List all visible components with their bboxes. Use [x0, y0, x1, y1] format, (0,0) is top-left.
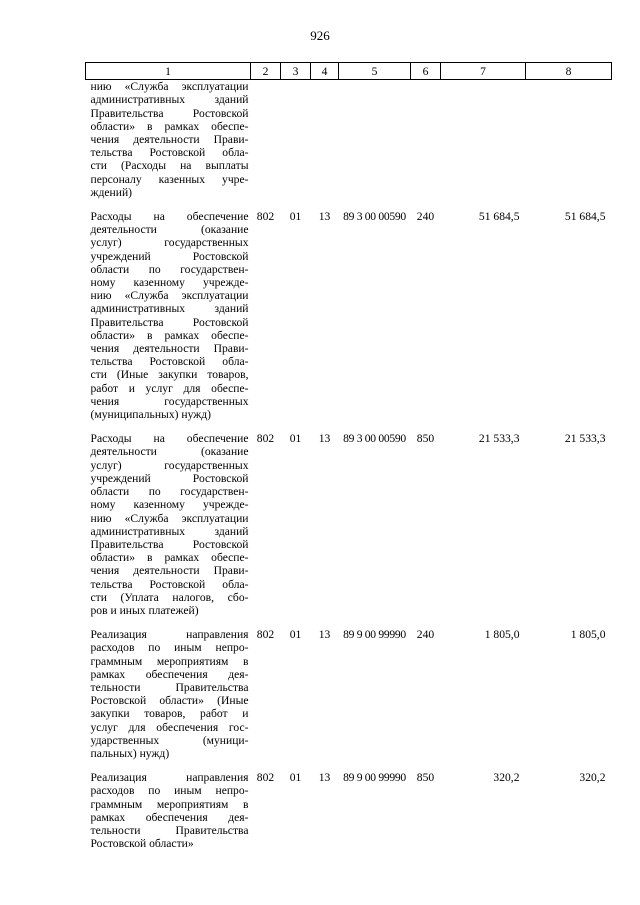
subsection-code-cell: 13 — [318, 771, 331, 785]
section-code-cell: 01 — [289, 628, 302, 642]
expense-type-cell: 850 — [416, 771, 435, 785]
row-description — [86, 80, 251, 199]
header-cell-2: 2 — [251, 63, 281, 80]
budget-table — [85, 62, 612, 850]
header-cell-8: 8 — [526, 63, 612, 80]
description-line: области по государствен- — [90, 485, 249, 499]
description-line: деятельности (оказание — [90, 445, 249, 459]
description-line: (муниципальных) нужд) — [90, 408, 212, 422]
table-row — [86, 80, 612, 199]
description-line: Реализация направления — [90, 628, 249, 642]
amount-cell: 1 805,0 — [484, 628, 520, 642]
ministry-code-cell: 802 — [256, 210, 275, 224]
description-line: административных зданий — [90, 302, 249, 316]
description-line: области» в рамках обеспе- — [90, 328, 249, 342]
header-cell-1: 1 — [86, 63, 251, 80]
description-line: тельности Правительства — [90, 680, 249, 694]
description-line: ному казенному учрежде- — [90, 276, 249, 290]
description-line: тельности Правительства — [90, 823, 249, 837]
description-line: области по государствен- — [90, 262, 249, 276]
amount-cell — [441, 80, 526, 199]
header-cell-5: 5 — [339, 63, 411, 80]
header-cell-4: 4 — [311, 63, 339, 80]
expense-type-cell: 240 — [416, 628, 435, 642]
description-line: рамках обеспечения дея- — [90, 810, 249, 824]
description-line: тельства Ростовской обла- — [90, 577, 249, 591]
description-line: области» в рамках обеспе- — [90, 119, 249, 133]
row-description — [86, 760, 251, 850]
table-row — [86, 617, 612, 760]
description-line: чения деятельности Прави- — [90, 342, 249, 356]
description-line: административных зданий — [90, 524, 249, 538]
subsection-code-cell — [311, 80, 339, 199]
description-line: ударственных (муници- — [90, 733, 249, 747]
target-article-cell: 89 9 00 99990 — [343, 628, 406, 642]
expense-type-cell — [411, 80, 441, 199]
ministry-code-cell: 802 — [256, 628, 275, 642]
amount-cell: 21 533,3 — [564, 432, 606, 446]
description-line: Правительства Ростовской — [90, 537, 249, 551]
description-line: нию «Служба эксплуатации — [90, 80, 249, 94]
description-line: нию «Служба эксплуатации — [90, 289, 249, 303]
subsection-code-cell: 13 — [318, 628, 331, 642]
row-description — [86, 617, 251, 760]
description-line: административных зданий — [90, 93, 249, 107]
target-article-cell: 89 3 00 00590 — [343, 210, 406, 224]
description-line: Ростовской области» (Иные — [90, 694, 249, 708]
amount-cell: 320,2 — [579, 771, 606, 785]
section-code-cell — [281, 80, 311, 199]
row-description — [86, 199, 251, 421]
description-line: чения деятельности Прави- — [90, 133, 249, 147]
description-line: ному казенному учрежде- — [90, 498, 249, 512]
table-row — [86, 199, 612, 421]
description-line: услуг) государственных — [90, 458, 249, 472]
ministry-code-cell — [251, 80, 281, 199]
description-line: чения деятельности Прави- — [90, 564, 249, 578]
description-line: граммным мероприятиям в — [90, 797, 249, 811]
description-line: нию «Служба эксплуатации — [90, 511, 249, 525]
description-line: ждений) — [90, 185, 133, 199]
table-row — [86, 421, 612, 617]
amount-cell: 51 684,5 — [564, 210, 606, 224]
ministry-code-cell: 802 — [256, 771, 275, 785]
description-line: учреждений Ростовской — [90, 249, 249, 263]
description-line: граммным мероприятиям в — [90, 654, 249, 668]
header-cell-6: 6 — [411, 63, 441, 80]
table-row — [86, 760, 612, 850]
description-line: работ и услуг для обеспе- — [90, 381, 249, 395]
subsection-code-cell: 13 — [318, 210, 331, 224]
target-article-cell: 89 9 00 99990 — [343, 771, 406, 785]
description-line: расходов по иным непро- — [90, 641, 249, 655]
description-line: рамках обеспечения дея- — [90, 667, 249, 681]
description-line: Ростовской области» — [90, 837, 194, 851]
description-line: тельства Ростовской обла- — [90, 146, 249, 160]
header-cell-3: 3 — [281, 63, 311, 80]
amount-cell: 21 533,3 — [478, 432, 520, 446]
ministry-code-cell: 802 — [256, 432, 275, 446]
description-line: услуг для обеспечения гос- — [90, 720, 249, 734]
description-line: пальных) нужд) — [90, 746, 170, 760]
description-line: тельства Ростовской обла- — [90, 355, 249, 369]
description-line: Реализация направления — [90, 771, 249, 785]
target-article-cell — [339, 80, 411, 199]
row-description — [86, 421, 251, 617]
description-line: услуг) государственных — [90, 236, 249, 250]
amount-cell: 51 684,5 — [478, 210, 520, 224]
description-line: сти (Уплата налогов, сбо- — [90, 590, 249, 604]
page-number: 926 — [310, 28, 330, 43]
description-line: Расходы на обеспечение — [90, 432, 249, 446]
description-line: Правительства Ростовской — [90, 106, 249, 120]
section-code-cell: 01 — [289, 210, 302, 224]
amount-cell — [526, 80, 612, 199]
description-line: расходов по иным непро- — [90, 784, 249, 798]
subsection-code-cell: 13 — [318, 432, 331, 446]
table-header-row — [86, 63, 612, 80]
description-line: сти (Иные закупки товаров, — [90, 368, 249, 382]
description-line: Расходы на обеспечение — [90, 210, 249, 224]
header-cell-7: 7 — [441, 63, 526, 80]
description-line: сти (Расходы на выплаты — [90, 159, 249, 173]
description-line: ров и иных платежей) — [90, 603, 199, 617]
description-line: чения государственных — [90, 394, 249, 408]
description-line: учреждений Ростовской — [90, 471, 249, 485]
description-line: закупки товаров, работ и — [90, 707, 249, 721]
description-line: Правительства Ростовской — [90, 315, 249, 329]
table-body — [86, 80, 612, 851]
expense-type-cell: 850 — [416, 432, 435, 446]
amount-cell: 320,2 — [493, 771, 520, 785]
section-code-cell: 01 — [289, 432, 302, 446]
description-line: области» в рамках обеспе- — [90, 551, 249, 565]
description-line: персоналу казенных учре- — [90, 172, 249, 186]
amount-cell: 1 805,0 — [570, 628, 606, 642]
expense-type-cell: 240 — [416, 210, 435, 224]
target-article-cell: 89 3 00 00590 — [343, 432, 406, 446]
section-code-cell: 01 — [289, 771, 302, 785]
description-line: деятельности (оказание — [90, 223, 249, 237]
